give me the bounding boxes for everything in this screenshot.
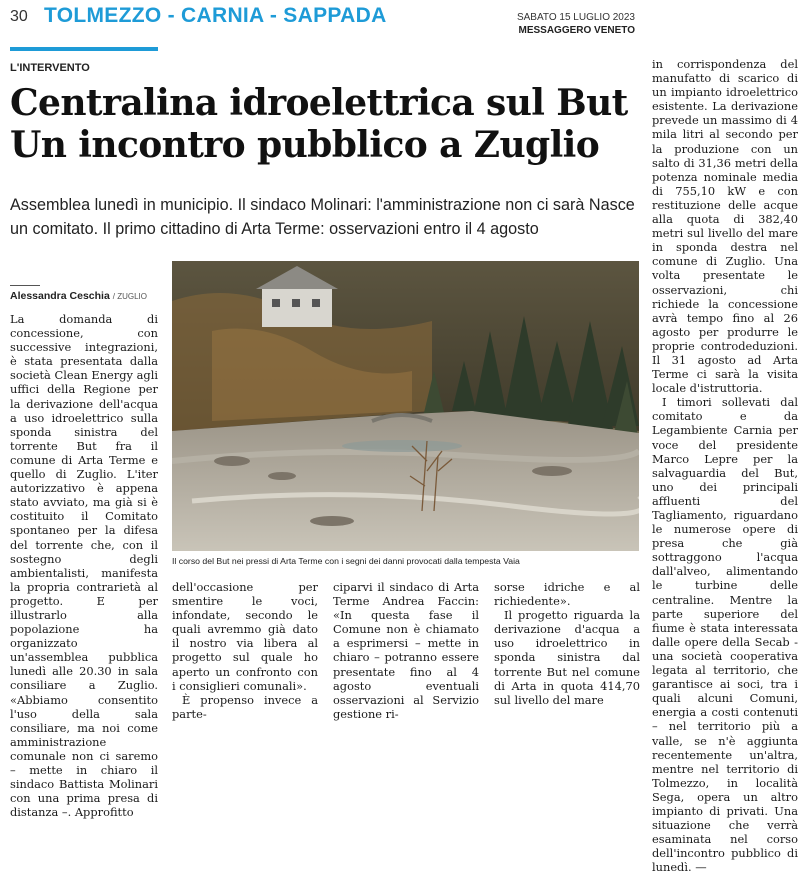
- paragraph: dell'occasione per smentire le voci, infondate, secondo le quali avremmo già dato il nostro via libera al progetto sul quale ho aperto un confronto con i consiglieri comunali».: [172, 580, 318, 693]
- byline-rule: [10, 285, 40, 286]
- article-column-2: [172, 580, 318, 721]
- paragraph: Il progetto riguarda la derivazione d'acqua a uso idroelettrico in sponda sinistra dal torrente But nel comune di Arta in quota 414,70 sul livello del mare: [494, 608, 640, 707]
- publication-date: SABATO 15 LUGLIO 2023: [516, 12, 635, 23]
- river-photo: [172, 261, 639, 551]
- article-column-1: [10, 312, 158, 819]
- section-accent-bar: [10, 47, 158, 51]
- article-headline: Centralina idroelettrica sul But Un incontro pubblico a Zuglio: [10, 82, 628, 166]
- dateline: [517, 11, 635, 37]
- page-number: 30: [10, 8, 28, 25]
- photo-caption: Il corso del But nei pressi di Arta Terme con i segni dei danni provocati dalla tempesta Vaia: [172, 556, 520, 566]
- article-column-3: [333, 580, 479, 721]
- paragraph: sorse idriche e al richiedente».: [494, 580, 640, 609]
- paragraph: ciparvi il sindaco di Arta Terme Andrea Faccin: «In questa fase il Comune non è chiamato a esprimersi – mette in chiaro – potranno essere presentate fino al 4 agosto eventuali osservazioni al Servizio gestione ri-: [333, 580, 479, 721]
- river-landscape-image: [172, 261, 639, 551]
- article-kicker: L'INTERVENTO: [10, 62, 90, 74]
- byline: Alessandra Ceschia / ZUGLIO: [10, 290, 147, 302]
- article-column-4: [494, 580, 640, 707]
- newspaper-name: MESSAGGERO VENETO: [518, 25, 635, 36]
- article-subtitle: Assemblea lunedì in municipio. Il sindaco Molinari: l'amministrazione non ci sarà Nasce un comitato. Il primo cittadino di Arta Terme: osservazioni entro il 4 agosto: [10, 196, 635, 238]
- paragraph: I timori sollevati dal comitato e da Legambiente Carnia per voce del presidente Marco Lepre per la salvaguardia del But, uno dei principali affluenti del Tagliamento, riguardano le numerose opere di presa che già sottraggono l'acqua dall'alveo, alimentando le turbine delle centraline. Mentre la parte superiore del fiume è stata interessata dalle opere della Secab - una società cooperativa legata al territorio, che garantisce ai soci, tra i quali alcuni Comuni, energia a costi contenuti – nel territorio più a valle, se n'è aggiunta recentemente un'altra, mentre nel territorio di Tolmezzo, in località Sega, opera un altro impianto di privati. Una situazione che verrà esaminata nel corso dell'incontro pubblico di lunedì. —: [652, 395, 798, 874]
- paragraph: È propenso invece a parte-: [172, 692, 318, 721]
- paragraph: La domanda di concessione, con successive integrazioni, è stata presentata dalla società Clean Energy agli uffici della Regione per la derivazione dell'acqua a uso idroelettrico sulla sponda sinistra del torrente But fra il comune di Arta Terme e quello di Zuglio. L'iter autorizzativo è appena stato avviato, ma già si è costituito il Comitato spontaneo per la difesa del torrente che, con il sostegno degli ambientalisti, manifesta la propria contrarietà al progetto. E per illustrarlo alla popolazione ha organizzato un'assemblea pubblica lunedì alle 20.30 in sala consiliare a Zuglio. «Abbiamo consentito l'uso della sala consiliare, ma noi come amministrazione comunale non ci saremo – mette in chiaro il sindaco Battista Molinari con una prima presa di distanza –. Approfitto: [10, 312, 158, 820]
- paragraph: in corrispondenza del manufatto di scarico di un impianto idroelettrico esistente. La derivazione prevede un massimo di 4 mila litri al secondo per la produzione con un salto di 31,36 metri della potenza nominale media di 755,10 kW e con restituzione delle acque alla quota di 382,40 metri sul livello del mare in sponda destra nel comune di Zuglio. Una volta presentate le osservazioni, chi richiede la concessione avrà tempo fino al 26 agosto per produrre le proprie controdeduzioni. Il 31 agosto ad Arta Terme ci sarà la visita locale d'istruttoria.: [652, 57, 798, 396]
- section-title: TOLMEZZO - CARNIA - SAPPADA: [44, 4, 387, 27]
- author-name: Alessandra Ceschia: [10, 290, 110, 302]
- dateline-location: ZUGLIO: [117, 292, 147, 301]
- article-column-5: [652, 57, 798, 874]
